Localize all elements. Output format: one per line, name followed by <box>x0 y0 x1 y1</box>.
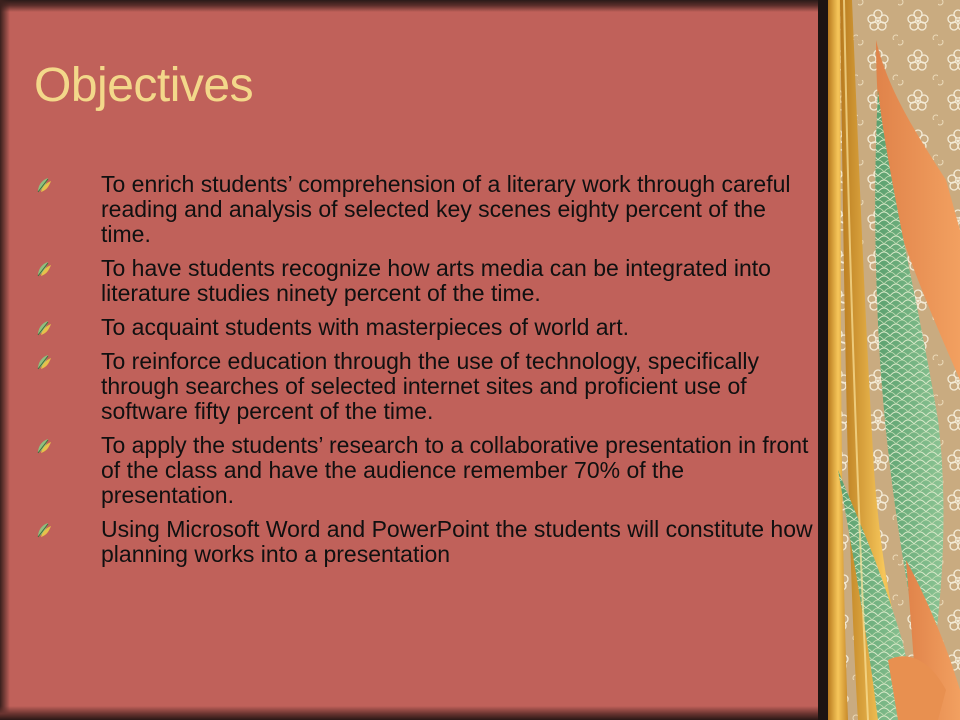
list-item <box>34 433 814 508</box>
objectives-list <box>34 172 814 576</box>
bullet-text: To enrich students’ comprehension of a literary work through careful reading and analysis of selected key scenes eighty percent of the time. <box>101 171 791 247</box>
bottom-edge-shadow <box>0 706 832 720</box>
bullet-text: Using Microsoft Word and PowerPoint the students will constitute how planning works into a presentation <box>101 516 813 567</box>
leaf-bullet-icon <box>36 176 52 194</box>
list-item <box>34 256 814 306</box>
leaf-bullet-icon <box>36 521 52 539</box>
leaf-bullet-icon <box>36 437 52 455</box>
list-item <box>34 315 814 340</box>
leaf-bullet-icon <box>36 353 52 371</box>
leaf-bullet-icon <box>36 319 52 337</box>
list-item <box>34 172 814 247</box>
slide-title: Objectives <box>34 59 254 112</box>
bullet-text: To apply the students’ research to a collaborative presentation in front of the class and have the audience remember 70% of the presentation. <box>101 432 809 508</box>
bullet-text: To have students recognize how arts media can be integrated into literature studies ninety percent of the time. <box>101 255 771 306</box>
list-item <box>34 517 814 567</box>
bullet-text: To reinforce education through the use of technology, specifically through searches of selected internet sites and proficient use of software fifty percent of the time. <box>101 348 760 424</box>
left-edge-shadow <box>0 0 10 720</box>
list-item <box>34 349 814 424</box>
top-edge-shadow <box>0 0 832 12</box>
bullet-text: To acquaint students with masterpieces of world art. <box>101 314 629 340</box>
floral-ribbon-art <box>818 0 960 720</box>
leaf-bullet-icon <box>36 260 52 278</box>
